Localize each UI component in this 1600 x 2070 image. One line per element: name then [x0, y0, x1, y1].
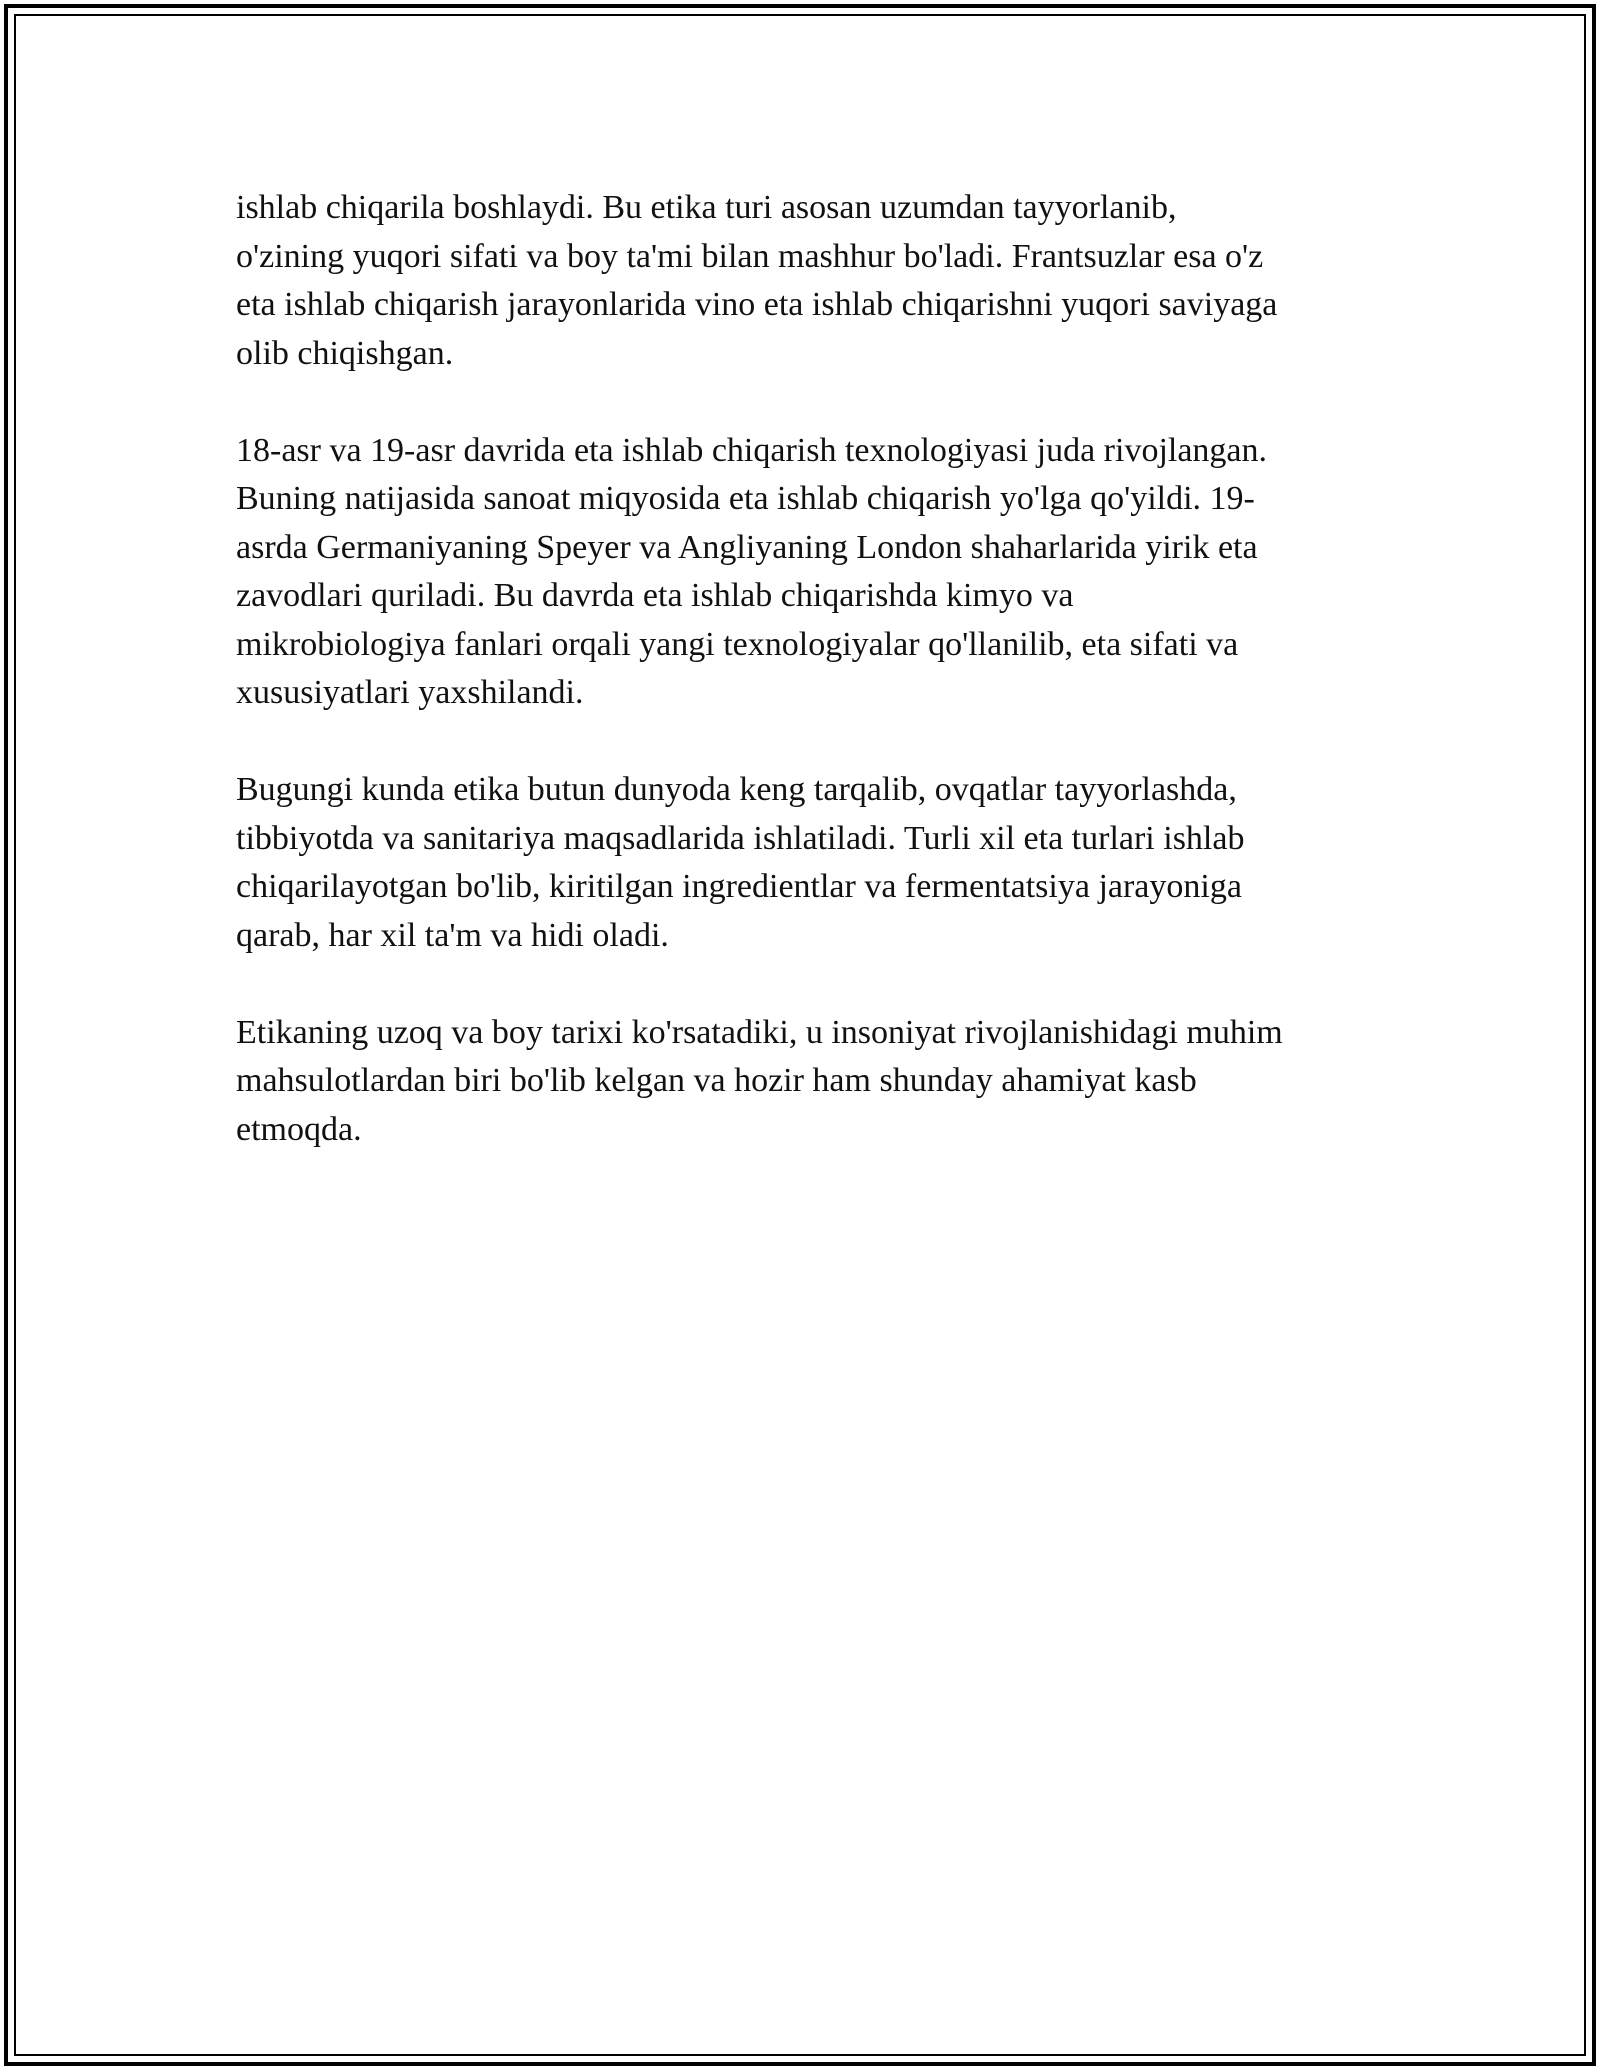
text-line: eta ishlab chiqarish jarayonlarida vino eta ishlab chiqarishni yuqori saviyaga [236, 286, 1278, 323]
text-line: mahsulotlardan biri bo'lib kelgan va hozir ham shunday ahamiyat kasb [236, 1062, 1197, 1099]
text-line: mikrobiologiya fanlari orqali yangi texnologiyalar qo'llanilib, eta sifati va [236, 625, 1239, 663]
paragraph-3 [236, 766, 1376, 960]
text-line: o'zining yuqori sifati va boy ta'mi bilan mashhur bo'ladi. Frantsuzlar esa o'z [236, 237, 1264, 275]
text-line: asrda Germaniyaning Speyer va Angliyaning London shaharlarida yirik eta [236, 528, 1258, 566]
paragraph-4 [236, 1009, 1376, 1155]
text-line: chiqarilayotgan bo'lib, kiritilgan ingredientlar va fermentatsiya jarayoniga [236, 868, 1242, 905]
text-line: 18-asr va 19-asr davrida eta ishlab chiqarish texnologiyasi juda rivojlangan. [236, 431, 1268, 469]
text-line: qarab, har xil ta'm va hidi oladi. [236, 916, 669, 954]
text-line: Buning natijasida sanoat miqyosida eta ishlab chiqarish yo'lga qo'yildi. 19- [236, 480, 1255, 517]
text-line: ishlab chiqarila boshlaydi. Bu etika turi asosan uzumdan tayyorlanib, [236, 189, 1177, 226]
text-line: Etikaning uzoq va boy tarixi ko'rsatadiki, u insoniyat rivojlanishidagi muhim [236, 1013, 1283, 1051]
text-line: olib chiqishgan. [236, 334, 454, 372]
text-line: Bugungi kunda etika butun dunyoda keng tarqalib, ovqatlar tayyorlashda, [236, 771, 1237, 808]
text-line: xususiyatlari yaxshilandi. [236, 674, 584, 711]
text-line: tibbiyotda va sanitariya maqsadlarida ishlatiladi. Turli xil eta turlari ishlab [236, 819, 1245, 857]
document-body [236, 184, 1376, 1203]
text-line: zavodlari quriladi. Bu davrda eta ishlab chiqarishda kimyo va [236, 577, 1074, 614]
paragraph-1 [236, 184, 1376, 378]
paragraph-2 [236, 427, 1376, 718]
text-line: etmoqda. [236, 1110, 362, 1148]
